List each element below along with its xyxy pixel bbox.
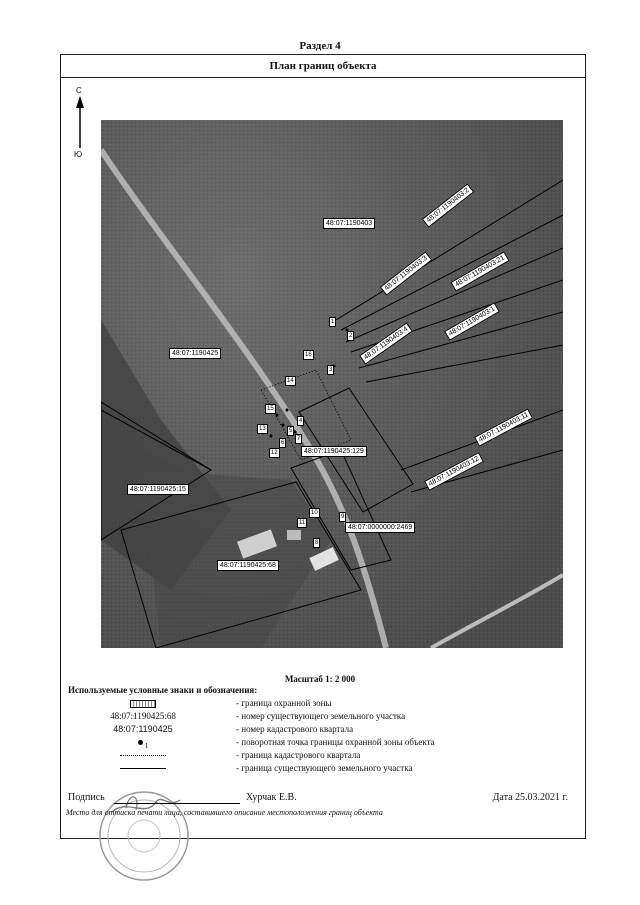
legend-item-zone — [68, 698, 568, 711]
legend-text-parcel-number: - номер существующего земельного участка — [236, 711, 406, 721]
zone-boundary-symbol — [68, 698, 218, 708]
stamp-place-note: Место для оттиска печати лица, составившего описание местоположения границ объекта — [66, 808, 383, 817]
quarter-number-sample: 48:07:1190425 — [113, 724, 173, 734]
point-label-16: 16 — [305, 352, 312, 358]
point-label-14: 14 — [287, 378, 294, 384]
point-number-sample: 1 — [144, 741, 149, 750]
parcel-label-10: 48:07:1190425:68 — [217, 560, 279, 571]
quarter-label-3: 48:07:0000000:2469 — [345, 522, 415, 533]
signature-label: Подпись — [68, 792, 105, 803]
section-title: Раздел 4 — [299, 40, 341, 52]
point-label-1: 1 — [331, 319, 335, 325]
point-label-10: 10 — [311, 510, 318, 516]
quarter-label-1: 48:07:1190403 — [323, 218, 375, 229]
point-label-11: 11 — [299, 520, 306, 526]
legend-item-parcel-number — [68, 711, 568, 724]
quarter-boundary-symbol — [68, 750, 218, 760]
point-label-2: 2 — [349, 333, 353, 339]
legend-text-quarter-boundary: - граница кадастрового квартала — [236, 750, 361, 760]
point-label-9: 9 — [341, 514, 345, 520]
parcel-boundary-symbol — [68, 763, 218, 773]
compass — [70, 86, 92, 176]
point-label-7: 7 — [297, 436, 301, 442]
point-label-4: 4 — [299, 418, 303, 424]
point-dot-icon — [138, 740, 143, 745]
legend-title: Используемые условные знаки и обозначения: — [68, 685, 258, 695]
plan-header: План границ объекта — [60, 54, 586, 78]
map-canvas — [101, 120, 563, 648]
map-scale: Масштаб 1: 2 000 — [284, 674, 356, 684]
point-label-15: 15 — [267, 406, 274, 412]
point-label-5: 5 — [289, 428, 293, 434]
legend-text-parcel-boundary: - граница существующего земельного участка — [236, 763, 413, 773]
parcel-label-3: 48:07:1190403:21 — [450, 251, 509, 291]
legend-item-quarter-boundary — [68, 750, 568, 763]
legend-text-quarter-number: - номер кадастрового квартала — [236, 724, 354, 734]
parcel-label-6: 48:07:1190403:11 — [474, 408, 533, 447]
map-view[interactable] — [101, 120, 563, 648]
parcel-label-7: 48:07:1190403:12 — [424, 452, 484, 491]
legend-item-turning-point — [68, 737, 568, 750]
signature-row — [68, 792, 568, 806]
parcel-label-1: 48:07:1190403:2 — [422, 183, 475, 227]
signature-line — [114, 803, 240, 804]
parcel-number-sample: 48:07:1190425:68 — [110, 711, 176, 721]
legend-text-turning-point: - поворотная точка границы охранной зоны объекта — [236, 737, 435, 747]
legend-text-zone: - граница охранной зоны — [236, 698, 332, 708]
parcel-label-5: 48:07:1190403:4 — [359, 322, 413, 364]
parcel-label-9: 48:07:1190425:15 — [127, 484, 189, 495]
signer-name: Хурчак Е.В. — [246, 792, 297, 803]
quarter-label-2: 48:07:1190425 — [169, 348, 221, 359]
compass-north-label: С — [76, 86, 82, 95]
turning-point-symbol — [68, 737, 218, 750]
point-label-6: 6 — [281, 440, 285, 446]
legend-item-quarter-number — [68, 724, 568, 737]
point-label-8: 8 — [315, 540, 319, 546]
parcel-label-2: 48:07:1190403:3 — [380, 251, 433, 295]
parcel-label-8: 48:07:1190425:129 — [301, 446, 367, 457]
point-label-3: 3 — [329, 367, 333, 373]
point-label-12: 12 — [271, 450, 278, 456]
point-label-13: 13 — [259, 426, 266, 432]
compass-south-label: Ю — [74, 150, 83, 159]
signature-date: Дата 25.03.2021 г. — [492, 792, 568, 803]
parcel-label-4: 48:07:1190403:1 — [444, 302, 500, 341]
north-arrow-icon — [73, 96, 87, 148]
legend-item-parcel-boundary — [68, 763, 568, 776]
